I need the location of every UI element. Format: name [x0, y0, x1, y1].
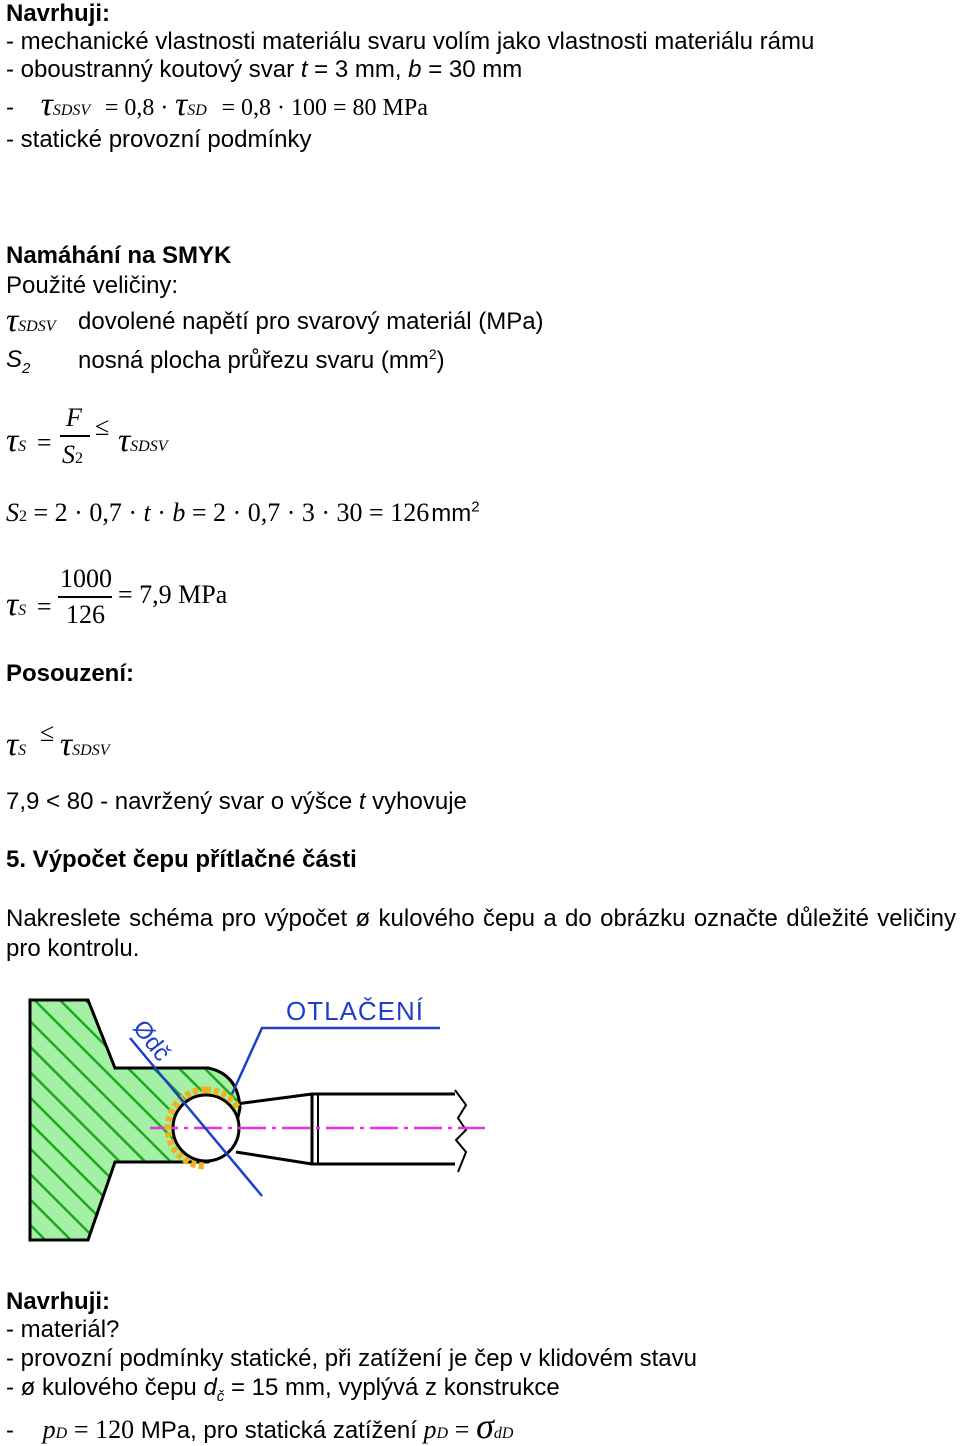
- var-s2: $S_2$: [6, 346, 31, 377]
- list-item: - mechanické vlastnosti materiálu svaru volím jako vlastnosti materiálu rámu: [6, 28, 815, 55]
- heading-assessment: Posouzení:: [6, 660, 135, 687]
- eq3-lhs: τS =: [6, 586, 52, 623]
- eq1-numerator: F: [66, 403, 82, 432]
- list-item: - materiál?: [6, 1316, 120, 1343]
- assessment-rhs: τSDSV: [60, 726, 110, 763]
- heading-navrhuji: Navrhuji:: [6, 0, 111, 27]
- var-s2-desc: nosná plocha průřezu svaru $(mm^2)$: [78, 346, 445, 374]
- leader-line: [232, 1028, 440, 1094]
- pin-schematic: [0, 985, 960, 1260]
- assessment-le: ≤: [40, 718, 55, 747]
- used-quantities-label: Použité veličiny:: [6, 272, 179, 299]
- eq2: $S2 = 2 \cdot 0,7 \cdot t \cdot b = 2 \cdot 0,7 \cdot 3 \cdot 30 = 126mm^2$: [6, 498, 480, 527]
- section-title: 5. Výpočet čepu přítlačné části: [6, 846, 357, 873]
- break-line: [455, 1090, 466, 1172]
- rod: [236, 1094, 455, 1104]
- eq1-denominator: S2: [62, 440, 83, 469]
- heading-navrhuji-2: Navrhuji:: [6, 1288, 111, 1315]
- list-item: - statické provozní podmínky: [6, 126, 312, 153]
- assessment-result: 7,9 < 80 - navržený svar o výšce t vyhovuje: [6, 788, 467, 815]
- var-tau-sdsv: τSDSV: [6, 302, 56, 339]
- list-item: - oboustranný koutový svar t = 3 mm, b = 30 mm: [6, 56, 523, 83]
- eq3-fraction-bar: [58, 596, 112, 598]
- eq1-rhs: τSDSV: [118, 422, 168, 459]
- eq1-le: ≤: [95, 412, 110, 441]
- formula-tau-sdsv: - τSDSV = 0,8 · τSD = 0,8 · 100 = 80 MPa: [6, 86, 428, 123]
- eq1-fraction-bar: [60, 435, 90, 437]
- label-dc: Ødč: [127, 1015, 176, 1067]
- list-item: - provozní podmínky statické, při zatížení je čep v klidovém stavu: [6, 1345, 697, 1372]
- heading-shear: Namáhání na SMYK: [6, 242, 232, 269]
- assessment-condition: τS: [6, 726, 27, 763]
- eq3-result: = 7,9 MPa: [118, 580, 228, 609]
- eq3-numerator: 1000: [60, 564, 112, 593]
- list-item: - ø kulového čepu $d_č = 15$ mm, vyplývá z konstrukce: [6, 1374, 560, 1405]
- label-otlaceni: OTLAČENÍ: [286, 996, 425, 1026]
- task-paragraph: Nakreslete schéma pro výpočet ø kulového čepu a do obrázku označte důležité veličiny pro kontrolu.: [6, 905, 956, 962]
- eq1-lhs: τS =: [6, 422, 52, 459]
- list-item-pd: - pD = 120 MPa, pro statická zatížení pD = σdD: [6, 1406, 514, 1446]
- var-tau-desc: dovolené napětí pro svarový materiál (MPa): [78, 308, 544, 335]
- eq3-denominator: 126: [66, 600, 105, 629]
